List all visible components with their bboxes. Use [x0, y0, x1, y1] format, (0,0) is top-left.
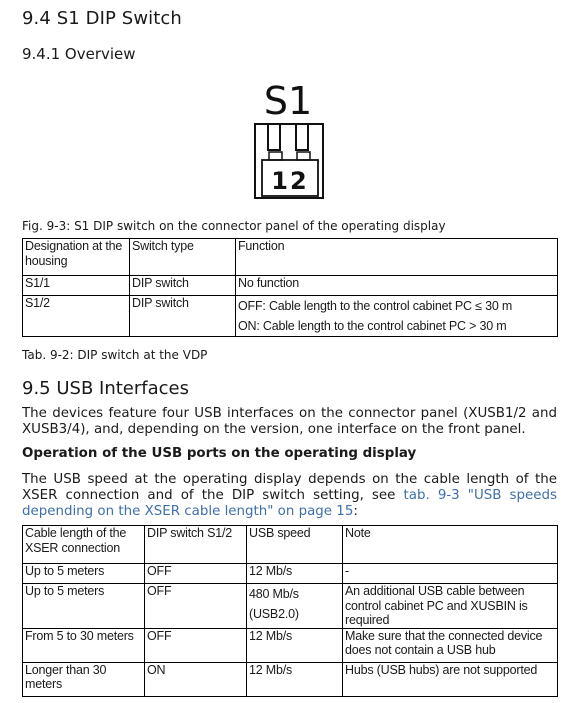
switch-tab-2 — [297, 152, 310, 160]
table-header-row — [23, 526, 558, 564]
cell-function — [236, 296, 558, 337]
usb-speed-value: 480 Mb/s — [249, 587, 299, 601]
switch-lever-1 — [268, 124, 280, 150]
cell-designation: S1/1 — [23, 276, 130, 296]
cell-function: No function — [236, 276, 558, 296]
table-header-row — [23, 239, 558, 276]
section-heading-dip-switch: 9.4 S1 DIP Switch — [22, 8, 182, 29]
cell-note: Make sure that the connected device does not contain a USB hub — [343, 628, 558, 662]
usb-speed-paragraph — [22, 472, 557, 520]
cell-cable-length: Longer than 30 meters — [23, 662, 145, 696]
dip-switch-drawing — [240, 78, 340, 208]
cell-switch-type: DIP switch — [130, 296, 236, 337]
switch-numbers: 12 — [271, 167, 309, 195]
cell-usb-speed: 12 Mb/s — [247, 628, 343, 662]
table-row — [23, 584, 558, 629]
cell-switch-type: DIP switch — [130, 276, 236, 296]
dip-switch-table — [22, 238, 558, 337]
cell-dip-switch: OFF — [145, 628, 247, 662]
usb-intro-paragraph: The devices feature four USB interfaces on the connector panel (XUSB1/2 and XUSB3/4), and, depending on the version, one interface on the front panel. — [22, 406, 557, 437]
table-row — [23, 276, 558, 296]
usb-operation-heading: Operation of the USB ports on the operating display — [22, 446, 417, 461]
dip-switch-figure — [240, 78, 340, 208]
cell-note: Hubs (USB hubs) are not supported — [343, 662, 558, 696]
header-note: Note — [343, 526, 558, 564]
cell-dip-switch: OFF — [145, 564, 247, 584]
table-row — [23, 564, 558, 584]
usb-speed-standard: (USB2.0) — [249, 607, 299, 621]
header-function: Function — [236, 239, 558, 276]
paragraph-end: : — [353, 504, 358, 519]
cell-usb-speed — [247, 584, 343, 629]
switch-tab-1 — [269, 152, 282, 160]
table-caption: Tab. 9-2: DIP switch at the VDP — [22, 348, 208, 362]
function-off: OFF: Cable length to the control cabinet PC ≤ 30 m — [238, 299, 513, 313]
switch-lever-2 — [296, 124, 308, 150]
cell-note: An additional USB cable between control cabinet PC and XUSBIN is required — [343, 584, 558, 629]
cell-usb-speed: 12 Mb/s — [247, 662, 343, 696]
section-heading-usb: 9.5 USB Interfaces — [22, 378, 189, 399]
table-row — [23, 662, 558, 696]
cell-cable-length: From 5 to 30 meters — [23, 628, 145, 662]
cell-note: - — [343, 564, 558, 584]
paragraph-text: The USB speed at the operating display depends on the cable length of the XSER connection and of the DIP switch setting, see — [22, 472, 557, 503]
header-designation: Designation at the housing — [23, 239, 130, 276]
subsection-heading-overview: 9.4.1 Overview — [22, 45, 136, 63]
header-cable-length: Cable length of the XSER connection — [23, 526, 145, 564]
cell-dip-switch: ON — [145, 662, 247, 696]
usb-speed-table — [22, 525, 558, 697]
header-usb-speed: USB speed — [247, 526, 343, 564]
figure-label: S1 — [263, 79, 313, 123]
header-switch-type: Switch type — [130, 239, 236, 276]
cell-cable-length: Up to 5 meters — [23, 564, 145, 584]
function-on: ON: Cable length to the control cabinet PC > 30 m — [238, 319, 507, 333]
header-dip-switch: DIP switch S1/2 — [145, 526, 247, 564]
cell-cable-length: Up to 5 meters — [23, 584, 145, 629]
table-row — [23, 296, 558, 337]
figure-caption: Fig. 9-3: S1 DIP switch on the connector panel of the operating display — [22, 219, 446, 233]
table-reference-link[interactable]: tab. 9-3 "USB speeds depending on the XSER cable length" on page 15 — [22, 488, 557, 519]
table-row — [23, 628, 558, 662]
cell-designation: S1/2 — [23, 296, 130, 337]
cell-usb-speed: 12 Mb/s — [247, 564, 343, 584]
cell-dip-switch: OFF — [145, 584, 247, 629]
